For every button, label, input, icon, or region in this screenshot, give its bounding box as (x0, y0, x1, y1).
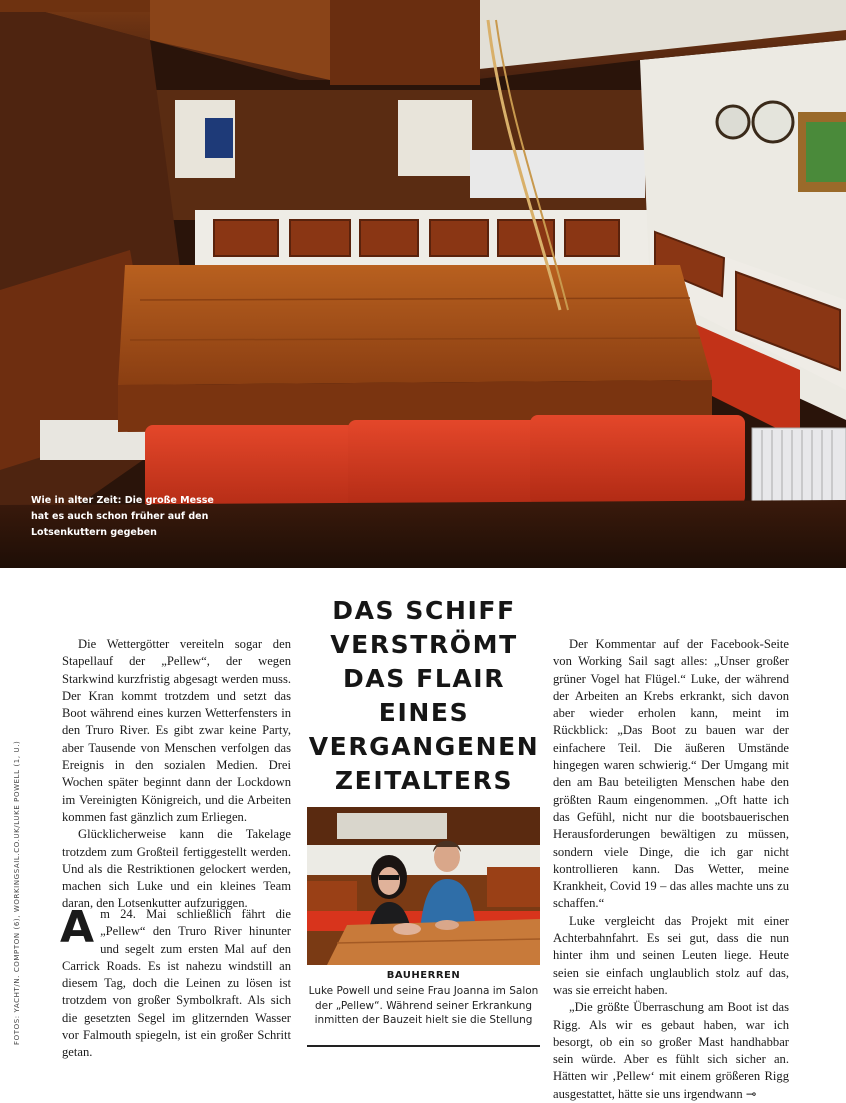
pull-quote: DAS SCHIFF VERSTRÖMT DAS FLAIR EINES VERGANGENEN ZEITALTERS (308, 596, 540, 795)
hero-caption: Wie in alter Zeit: Die große Messe hat es auch schon früher auf den Lotsenkuttern gegeben (31, 495, 214, 538)
lead-paragraph (60, 902, 291, 1062)
inset-title: BAUHERREN (386, 970, 461, 981)
drop-cap: A (60, 902, 95, 953)
inset-photo (307, 807, 540, 965)
photo-credit: FOTOS: YACHT/N. COMPTON (6), WORKINGSAIL.CO.UK/LUKE POWELL (1, U.) (13, 740, 21, 1045)
inset-caption: Luke Powell und seine Frau Joanna im Salon der „Pellew“. Während seiner Erkrankung inmitten der Bauzeit hielt sie die Stellung (308, 985, 539, 1026)
paragraph: Glücklicherweise kann die Takelage trotzdem zum Großteil fertiggestellt werden. Und als die Restriktionen gelockert werden, machen sich Luke und ein kleines Team daran, den Lotsenkutter aufzuriggen. (62, 827, 291, 911)
column-right (553, 636, 789, 1103)
paragraph: Die Wettergötter vereiteln sogar den Stapellauf der „Pellew“, der wegen Starkwind kurzfristig abgesagt werden muss. Der Kran kommt trotzdem und setzt das Boot während eines kurzen Wetterfensters in den Truro River. Es gibt zwar keine Party, aber Tausende von Menschen verfolgen das Ereignis in den sozialen Medien. Drei Wochen später beginnt dann der Lockdown im Vereinigten Königreich, und die Arbeiten kommen fast gänzlich zum Erliegen. (62, 637, 291, 824)
paragraph: Luke vergleicht das Projekt mit einer Achterbahnfahrt. Es sei gut, dass die nun hinter ihm und seinen Leuten liege. Heute seien sie einfach unglaublich stolz auf das, was sie erreicht haben. (553, 913, 789, 997)
paragraph: „Die größte Überraschung am Boot ist das Rigg. Als wir es gebaut haben, war ich besorgt, ob ein so großer Mast handhabbar sein würde. Aber es fühlt sich sicher an. Hätten wir ‚Pellew‘ mit einem größeren Rigg ausgestattet, hätte sie uns irgendwann ⊸ (553, 1000, 789, 1101)
column-left (62, 636, 291, 913)
divider (307, 1045, 540, 1047)
paragraph: Der Kommentar auf der Facebook-Seite von Working Sail sagt alles: „Unser großer grüner Vogel hat Flügel.“ Luke, der während der Arbeiten an Krebs erkrankt, sich davon aber wieder erholen kann, meint im Rückblick: „Das Boot zu bauen war der einfachere Teil. Die äußeren Umstände hingegen waren schwierig.“ Der Umgang mit den am Bau beteiligten Menschen habe den größten Raum eingenommen. „Oft hatte ich das Gefühl, nicht nur die bootsbauerischen Herausforderungen bewältigen zu müssen, sondern viele Dinge, die ich gar nicht kontrollieren kann. Das Wetter, meine Krankheit, Covid 19 – das alles machte uns zu schaffen.“ (553, 637, 789, 911)
couple-portrait-illustration (307, 807, 540, 965)
lead-text: m 24. Mai schließlich fährt die „Pellew“ den Truro River hinunter und segelt zum ersten Mal auf den Carrick Roads. Es ist nahezu windstill an diesem Tag, doch die Leinen zu lösen ist trotzdem von großer Symbolkraft. Als sich die gesetzten Segel im glitzernden Wasser vor Falmouth spiegeln, ist ein großer Schritt getan. (62, 907, 291, 1060)
